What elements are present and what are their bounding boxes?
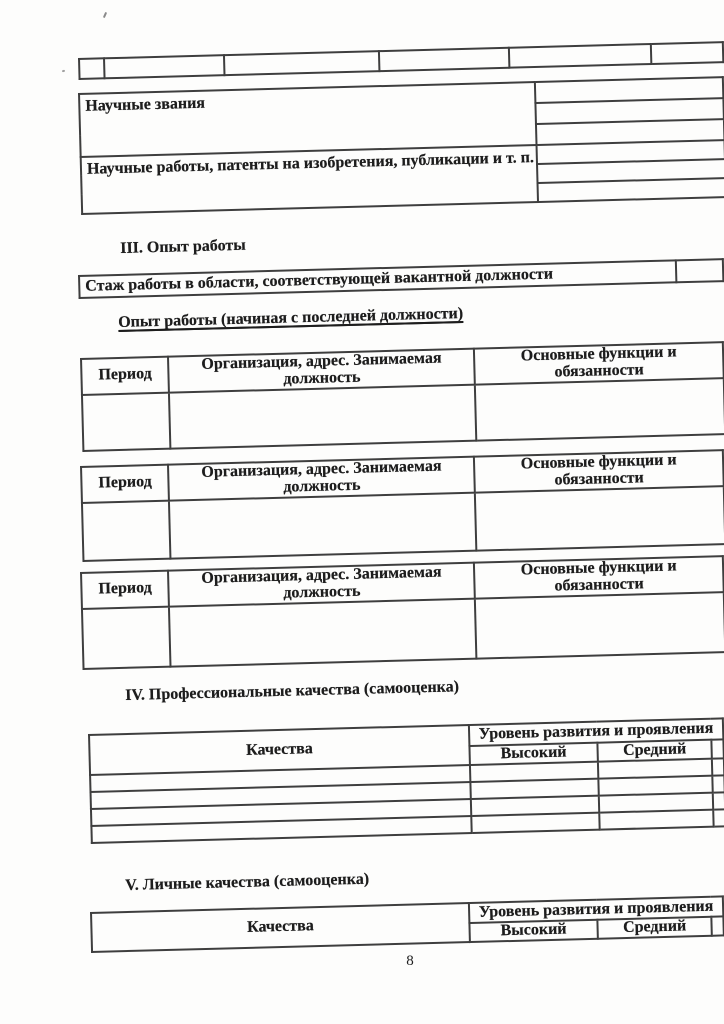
science-table <box>78 76 724 215</box>
personal-qualities-table <box>90 895 724 952</box>
functions-cell <box>475 486 724 550</box>
cutoff-header-cell <box>711 916 723 935</box>
top-row-cell <box>79 58 105 79</box>
experience-summary-row <box>78 258 724 299</box>
col-organization-header: Организация, адрес. Занимаемая должность <box>168 563 475 607</box>
organization-cell <box>169 598 476 666</box>
high-cell <box>471 813 599 833</box>
section-v-heading: V. Личные качества (самооценка) <box>125 870 370 894</box>
high-header: Высокий <box>469 920 597 942</box>
experience-summary-label: Стаж работы в области, соответствующей вакантной должности <box>79 260 676 298</box>
experience-table-1 <box>80 341 724 451</box>
col-organization-header: Организация, адрес. Занимаемая должность <box>168 349 475 393</box>
top-row-cell <box>379 48 509 71</box>
science-titles-label: Научные звания <box>79 82 536 157</box>
period-cell <box>82 500 171 560</box>
top-row-cell <box>104 55 224 78</box>
top-row-cell <box>224 51 379 75</box>
functions-cell <box>475 592 724 658</box>
medium-header: Средний <box>597 917 712 939</box>
experience-subheading: Опыт работы (начиная с последней должности) <box>118 304 464 331</box>
level-group-header: Уровень развития и проявления <box>469 896 723 923</box>
section-iii-heading: III. Опыт работы <box>120 236 246 257</box>
scan-speck <box>103 12 107 18</box>
level-group-header: Уровень развития и проявления <box>469 718 724 746</box>
scan-speck <box>62 70 65 72</box>
cutoff-cell <box>713 809 724 826</box>
cutoff-header-cell <box>711 739 723 758</box>
organization-cell <box>169 492 476 558</box>
cutoff-cell <box>713 792 724 809</box>
high-header: Высокий <box>469 743 597 765</box>
col-organization-header: Организация, адрес. Занимаемая должность <box>168 457 475 501</box>
cutoff-cell <box>712 775 724 792</box>
professional-qualities-table <box>88 717 724 844</box>
medium-header: Средний <box>597 740 712 762</box>
medium-cell <box>599 810 714 830</box>
top-row-table <box>78 41 724 80</box>
col-period-header: Период <box>81 357 169 395</box>
qualities-header: Качества <box>91 903 470 952</box>
cutoff-cell <box>712 758 724 775</box>
science-works-label: Научные работы, патенты на изобретения, публикации и т. п. <box>81 145 538 214</box>
top-row-cell <box>509 44 652 68</box>
col-functions-header: Основные функции и обязанности <box>474 342 724 384</box>
page-number: 8 <box>406 953 414 969</box>
col-period-header: Период <box>81 571 169 609</box>
col-period-header: Период <box>81 465 169 503</box>
top-row-cell <box>651 42 723 64</box>
experience-table-2 <box>80 449 724 561</box>
experience-summary-value-cell <box>676 259 724 282</box>
experience-table-3 <box>80 555 724 669</box>
col-functions-header: Основные функции и обязанности <box>474 556 724 598</box>
section-iv-heading: IV. Профессиональные качества (самооценка) <box>125 678 460 704</box>
period-cell <box>82 392 171 450</box>
functions-cell <box>475 378 724 440</box>
qualities-header: Качества <box>89 725 470 775</box>
organization-cell <box>169 384 476 448</box>
col-functions-header: Основные функции и обязанности <box>474 450 724 492</box>
blank-fill-line <box>538 178 724 202</box>
period-cell <box>82 606 171 668</box>
